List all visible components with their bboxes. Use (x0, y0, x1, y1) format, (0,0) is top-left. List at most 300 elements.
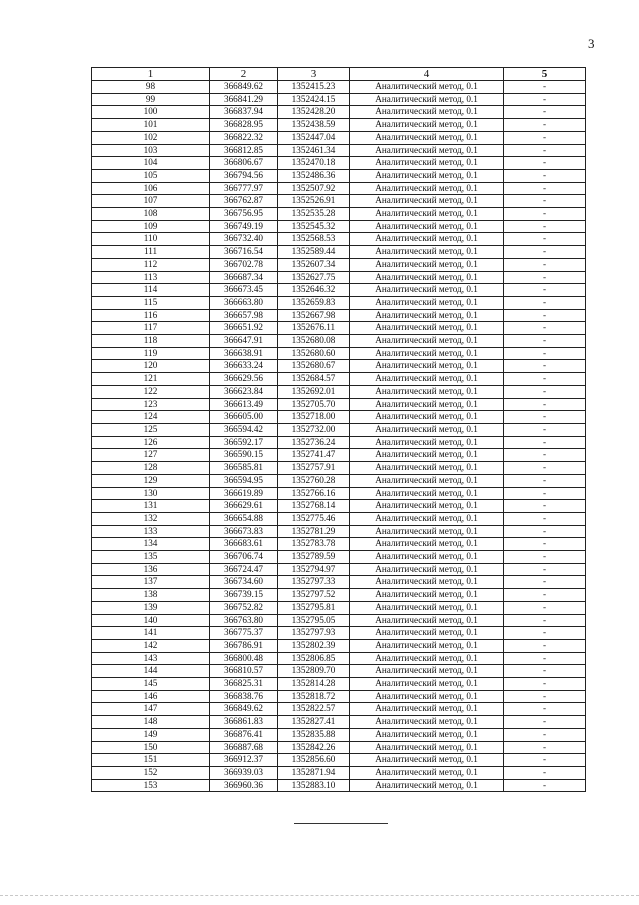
table-row (92, 271, 586, 284)
cell-y-coordinate: 1352718.00 (278, 411, 350, 424)
cell-column-5: - (504, 487, 586, 500)
cell-column-5: - (504, 258, 586, 271)
cell-method: Аналитический метод, 0.1 (350, 233, 504, 246)
cell-y-coordinate: 1352692.01 (278, 385, 350, 398)
table-row (92, 220, 586, 233)
cell-y-coordinate: 1352809.70 (278, 665, 350, 678)
cell-point-number: 110 (92, 233, 210, 246)
table-row (92, 614, 586, 627)
cell-x-coordinate: 366619.89 (210, 487, 278, 500)
table-row (92, 157, 586, 170)
cell-method: Аналитический метод, 0.1 (350, 169, 504, 182)
page-number: 3 (588, 36, 595, 51)
cell-method: Аналитический метод, 0.1 (350, 131, 504, 144)
cell-point-number: 152 (92, 766, 210, 779)
cell-point-number: 133 (92, 525, 210, 538)
cell-column-5: - (504, 563, 586, 576)
cell-method: Аналитический метод, 0.1 (350, 157, 504, 170)
table-row (92, 398, 586, 411)
cell-x-coordinate: 366702.78 (210, 258, 278, 271)
cell-method: Аналитический метод, 0.1 (350, 690, 504, 703)
cell-point-number: 129 (92, 474, 210, 487)
cell-column-5: - (504, 779, 586, 792)
cell-point-number: 122 (92, 385, 210, 398)
cell-method: Аналитический метод, 0.1 (350, 576, 504, 589)
cell-column-5: - (504, 627, 586, 640)
table-row (92, 284, 586, 297)
cell-column-5: - (504, 385, 586, 398)
cell-x-coordinate: 366825.31 (210, 678, 278, 691)
cell-method: Аналитический метод, 0.1 (350, 106, 504, 119)
cell-y-coordinate: 1352783.78 (278, 538, 350, 551)
cell-method: Аналитический метод, 0.1 (350, 462, 504, 475)
cell-y-coordinate: 1352568.53 (278, 233, 350, 246)
cell-y-coordinate: 1352507.92 (278, 182, 350, 195)
cell-column-5: - (504, 601, 586, 614)
cell-x-coordinate: 366629.56 (210, 373, 278, 386)
cell-y-coordinate: 1352646.32 (278, 284, 350, 297)
cell-y-coordinate: 1352818.72 (278, 690, 350, 703)
cell-method: Аналитический метод, 0.1 (350, 436, 504, 449)
cell-x-coordinate: 366939.03 (210, 766, 278, 779)
cell-y-coordinate: 1352883.10 (278, 779, 350, 792)
cell-x-coordinate: 366673.83 (210, 525, 278, 538)
cell-x-coordinate: 366861.83 (210, 716, 278, 729)
cell-point-number: 102 (92, 131, 210, 144)
cell-point-number: 142 (92, 639, 210, 652)
table-row (92, 385, 586, 398)
table-row (92, 462, 586, 475)
cell-x-coordinate: 366594.42 (210, 423, 278, 436)
cell-column-5: - (504, 766, 586, 779)
cell-column-5: - (504, 665, 586, 678)
cell-point-number: 143 (92, 652, 210, 665)
cell-x-coordinate: 366794.56 (210, 169, 278, 182)
cell-point-number: 111 (92, 246, 210, 259)
cell-point-number: 100 (92, 106, 210, 119)
cell-x-coordinate: 366876.41 (210, 728, 278, 741)
cell-point-number: 119 (92, 347, 210, 360)
cell-y-coordinate: 1352781.29 (278, 525, 350, 538)
table-row (92, 322, 586, 335)
cell-column-5: - (504, 373, 586, 386)
cell-method: Аналитический метод, 0.1 (350, 563, 504, 576)
cell-method: Аналитический метод, 0.1 (350, 195, 504, 208)
table-row (92, 779, 586, 792)
cell-y-coordinate: 1352461.34 (278, 144, 350, 157)
header-point-number: 1 (92, 68, 210, 81)
cell-method: Аналитический метод, 0.1 (350, 512, 504, 525)
cell-point-number: 149 (92, 728, 210, 741)
cell-x-coordinate: 366647.91 (210, 335, 278, 348)
cell-point-number: 125 (92, 423, 210, 436)
cell-method: Аналитический метод, 0.1 (350, 81, 504, 94)
cell-x-coordinate: 366849.62 (210, 81, 278, 94)
cell-y-coordinate: 1352775.46 (278, 512, 350, 525)
cell-method: Аналитический метод, 0.1 (350, 614, 504, 627)
cell-x-coordinate: 366633.24 (210, 360, 278, 373)
cell-method: Аналитический метод, 0.1 (350, 716, 504, 729)
cell-point-number: 147 (92, 703, 210, 716)
cell-method: Аналитический метод, 0.1 (350, 779, 504, 792)
cell-x-coordinate: 366629.61 (210, 500, 278, 513)
cell-point-number: 145 (92, 678, 210, 691)
table-header (92, 68, 586, 81)
cell-y-coordinate: 1352802.39 (278, 639, 350, 652)
cell-method: Аналитический метод, 0.1 (350, 322, 504, 335)
cell-method: Аналитический метод, 0.1 (350, 284, 504, 297)
table-row (92, 766, 586, 779)
cell-method: Аналитический метод, 0.1 (350, 551, 504, 564)
table-row (92, 347, 586, 360)
table-row (92, 576, 586, 589)
cell-column-5: - (504, 639, 586, 652)
cell-method: Аналитический метод, 0.1 (350, 423, 504, 436)
cell-column-5: - (504, 754, 586, 767)
cell-point-number: 139 (92, 601, 210, 614)
cell-column-5: - (504, 703, 586, 716)
cell-x-coordinate: 366763.80 (210, 614, 278, 627)
table-row (92, 652, 586, 665)
cell-x-coordinate: 366724.47 (210, 563, 278, 576)
cell-y-coordinate: 1352705.70 (278, 398, 350, 411)
cell-x-coordinate: 366786.91 (210, 639, 278, 652)
cell-y-coordinate: 1352741.47 (278, 449, 350, 462)
cell-column-5: - (504, 144, 586, 157)
cell-x-coordinate: 366777.97 (210, 182, 278, 195)
cell-point-number: 101 (92, 119, 210, 132)
table-row (92, 525, 586, 538)
cell-x-coordinate: 366613.49 (210, 398, 278, 411)
cell-column-5: - (504, 538, 586, 551)
cell-x-coordinate: 366849.62 (210, 703, 278, 716)
cell-method: Аналитический метод, 0.1 (350, 589, 504, 602)
cell-y-coordinate: 1352835.88 (278, 728, 350, 741)
header-y-coordinate: 3 (278, 68, 350, 81)
cell-method: Аналитический метод, 0.1 (350, 246, 504, 259)
cell-x-coordinate: 366752.82 (210, 601, 278, 614)
cell-column-5: - (504, 500, 586, 513)
cell-point-number: 123 (92, 398, 210, 411)
cell-point-number: 148 (92, 716, 210, 729)
cell-point-number: 115 (92, 296, 210, 309)
table-row (92, 93, 586, 106)
table-row (92, 627, 586, 640)
cell-x-coordinate: 366756.95 (210, 208, 278, 221)
cell-x-coordinate: 366810.57 (210, 665, 278, 678)
cell-x-coordinate: 366828.95 (210, 119, 278, 132)
cell-method: Аналитический метод, 0.1 (350, 652, 504, 665)
cell-column-5: - (504, 208, 586, 221)
cell-method: Аналитический метод, 0.1 (350, 335, 504, 348)
cell-method: Аналитический метод, 0.1 (350, 487, 504, 500)
cell-x-coordinate: 366585.81 (210, 462, 278, 475)
cell-method: Аналитический метод, 0.1 (350, 385, 504, 398)
cell-y-coordinate: 1352736.24 (278, 436, 350, 449)
cell-method: Аналитический метод, 0.1 (350, 347, 504, 360)
cell-y-coordinate: 1352659.83 (278, 296, 350, 309)
cell-y-coordinate: 1352794.97 (278, 563, 350, 576)
table-row (92, 500, 586, 513)
cell-x-coordinate: 366594.95 (210, 474, 278, 487)
table-row (92, 296, 586, 309)
cell-x-coordinate: 366762.87 (210, 195, 278, 208)
cell-method: Аналитический метод, 0.1 (350, 449, 504, 462)
cell-column-5: - (504, 233, 586, 246)
cell-point-number: 131 (92, 500, 210, 513)
cell-y-coordinate: 1352797.52 (278, 589, 350, 602)
table-row (92, 106, 586, 119)
cell-method: Аналитический метод, 0.1 (350, 144, 504, 157)
cell-column-5: - (504, 347, 586, 360)
cell-x-coordinate: 366663.80 (210, 296, 278, 309)
cell-y-coordinate: 1352827.41 (278, 716, 350, 729)
cell-x-coordinate: 366687.34 (210, 271, 278, 284)
table-row (92, 309, 586, 322)
cell-column-5: - (504, 93, 586, 106)
cell-point-number: 98 (92, 81, 210, 94)
cell-column-5: - (504, 423, 586, 436)
cell-x-coordinate: 366716.54 (210, 246, 278, 259)
cell-method: Аналитический метод, 0.1 (350, 766, 504, 779)
cell-column-5: - (504, 119, 586, 132)
cell-method: Аналитический метод, 0.1 (350, 398, 504, 411)
cell-method: Аналитический метод, 0.1 (350, 741, 504, 754)
cell-point-number: 132 (92, 512, 210, 525)
cell-y-coordinate: 1352806.85 (278, 652, 350, 665)
signature-line (294, 823, 388, 824)
cell-point-number: 144 (92, 665, 210, 678)
cell-y-coordinate: 1352766.16 (278, 487, 350, 500)
cell-point-number: 108 (92, 208, 210, 221)
cell-x-coordinate: 366651.92 (210, 322, 278, 335)
table-row (92, 423, 586, 436)
table-row (92, 449, 586, 462)
cell-x-coordinate: 366706.74 (210, 551, 278, 564)
cell-y-coordinate: 1352428.20 (278, 106, 350, 119)
cell-point-number: 151 (92, 754, 210, 767)
cell-y-coordinate: 1352447.04 (278, 131, 350, 144)
cell-y-coordinate: 1352526.91 (278, 195, 350, 208)
cell-method: Аналитический метод, 0.1 (350, 360, 504, 373)
header-method: 4 (350, 68, 504, 81)
cell-column-5: - (504, 551, 586, 564)
cell-method: Аналитический метод, 0.1 (350, 525, 504, 538)
cell-method: Аналитический метод, 0.1 (350, 258, 504, 271)
cell-x-coordinate: 366912.37 (210, 754, 278, 767)
cell-column-5: - (504, 589, 586, 602)
cell-y-coordinate: 1352627.75 (278, 271, 350, 284)
cell-y-coordinate: 1352607.34 (278, 258, 350, 271)
cell-y-coordinate: 1352680.67 (278, 360, 350, 373)
cell-point-number: 109 (92, 220, 210, 233)
cell-y-coordinate: 1352486.36 (278, 169, 350, 182)
table-row (92, 411, 586, 424)
table-row (92, 538, 586, 551)
cell-x-coordinate: 366623.84 (210, 385, 278, 398)
cell-y-coordinate: 1352438.59 (278, 119, 350, 132)
cell-point-number: 140 (92, 614, 210, 627)
cell-point-number: 126 (92, 436, 210, 449)
cell-column-5: - (504, 741, 586, 754)
cell-column-5: - (504, 614, 586, 627)
cell-column-5: - (504, 81, 586, 94)
cell-x-coordinate: 366800.48 (210, 652, 278, 665)
cell-point-number: 135 (92, 551, 210, 564)
cell-method: Аналитический метод, 0.1 (350, 208, 504, 221)
cell-point-number: 113 (92, 271, 210, 284)
cell-y-coordinate: 1352842.26 (278, 741, 350, 754)
cell-point-number: 146 (92, 690, 210, 703)
table-row (92, 131, 586, 144)
cell-method: Аналитический метод, 0.1 (350, 309, 504, 322)
header-x-coordinate: 2 (210, 68, 278, 81)
cell-method: Аналитический метод, 0.1 (350, 703, 504, 716)
cell-column-5: - (504, 131, 586, 144)
cell-column-5: - (504, 360, 586, 373)
cell-point-number: 150 (92, 741, 210, 754)
cell-method: Аналитический метод, 0.1 (350, 373, 504, 386)
cell-y-coordinate: 1352545.32 (278, 220, 350, 233)
cell-y-coordinate: 1352871.94 (278, 766, 350, 779)
cell-column-5: - (504, 652, 586, 665)
cell-y-coordinate: 1352680.60 (278, 347, 350, 360)
cell-x-coordinate: 366841.29 (210, 93, 278, 106)
cell-point-number: 138 (92, 589, 210, 602)
cell-method: Аналитический метод, 0.1 (350, 665, 504, 678)
cell-y-coordinate: 1352822.57 (278, 703, 350, 716)
table-row (92, 195, 586, 208)
cell-point-number: 105 (92, 169, 210, 182)
table-row (92, 373, 586, 386)
cell-y-coordinate: 1352797.93 (278, 627, 350, 640)
cell-point-number: 153 (92, 779, 210, 792)
cell-x-coordinate: 366592.17 (210, 436, 278, 449)
cell-y-coordinate: 1352680.08 (278, 335, 350, 348)
cell-column-5: - (504, 284, 586, 297)
cell-x-coordinate: 366812.85 (210, 144, 278, 157)
header-row (92, 68, 586, 81)
cell-x-coordinate: 366775.37 (210, 627, 278, 640)
cell-point-number: 134 (92, 538, 210, 551)
cell-column-5: - (504, 436, 586, 449)
cell-column-5: - (504, 716, 586, 729)
cell-method: Аналитический метод, 0.1 (350, 474, 504, 487)
cell-point-number: 120 (92, 360, 210, 373)
cell-x-coordinate: 366960.36 (210, 779, 278, 792)
table-row (92, 728, 586, 741)
cell-point-number: 107 (92, 195, 210, 208)
cell-point-number: 106 (92, 182, 210, 195)
cell-x-coordinate: 366739.15 (210, 589, 278, 602)
cell-x-coordinate: 366673.45 (210, 284, 278, 297)
cell-method: Аналитический метод, 0.1 (350, 538, 504, 551)
table-row (92, 678, 586, 691)
cell-y-coordinate: 1352684.57 (278, 373, 350, 386)
table-row (92, 551, 586, 564)
cell-column-5: - (504, 690, 586, 703)
table-row (92, 119, 586, 132)
cell-y-coordinate: 1352667.98 (278, 309, 350, 322)
cell-y-coordinate: 1352856.60 (278, 754, 350, 767)
cell-point-number: 112 (92, 258, 210, 271)
cell-x-coordinate: 366657.98 (210, 309, 278, 322)
cell-column-5: - (504, 411, 586, 424)
cell-method: Аналитический метод, 0.1 (350, 754, 504, 767)
cell-column-5: - (504, 525, 586, 538)
cell-point-number: 137 (92, 576, 210, 589)
table-row (92, 233, 586, 246)
table-row (92, 169, 586, 182)
cell-method: Аналитический метод, 0.1 (350, 182, 504, 195)
cell-x-coordinate: 366590.15 (210, 449, 278, 462)
cell-column-5: - (504, 576, 586, 589)
table-row (92, 741, 586, 754)
cell-x-coordinate: 366638.91 (210, 347, 278, 360)
table-row (92, 690, 586, 703)
cell-y-coordinate: 1352760.28 (278, 474, 350, 487)
cell-column-5: - (504, 678, 586, 691)
scan-edge-divider (0, 895, 639, 896)
cell-method: Аналитический метод, 0.1 (350, 728, 504, 741)
cell-method: Аналитический метод, 0.1 (350, 639, 504, 652)
cell-y-coordinate: 1352795.05 (278, 614, 350, 627)
coordinates-table (91, 67, 586, 792)
cell-column-5: - (504, 157, 586, 170)
table-row (92, 639, 586, 652)
cell-x-coordinate: 366887.68 (210, 741, 278, 754)
cell-point-number: 130 (92, 487, 210, 500)
cell-point-number: 114 (92, 284, 210, 297)
cell-method: Аналитический метод, 0.1 (350, 601, 504, 614)
cell-point-number: 116 (92, 309, 210, 322)
table-row (92, 246, 586, 259)
cell-column-5: - (504, 195, 586, 208)
cell-method: Аналитический метод, 0.1 (350, 93, 504, 106)
cell-y-coordinate: 1352535.28 (278, 208, 350, 221)
cell-column-5: - (504, 309, 586, 322)
cell-column-5: - (504, 335, 586, 348)
cell-x-coordinate: 366734.60 (210, 576, 278, 589)
cell-column-5: - (504, 449, 586, 462)
cell-column-5: - (504, 462, 586, 475)
table-row (92, 474, 586, 487)
cell-method: Аналитический метод, 0.1 (350, 296, 504, 309)
cell-y-coordinate: 1352424.15 (278, 93, 350, 106)
cell-point-number: 104 (92, 157, 210, 170)
cell-y-coordinate: 1352757.91 (278, 462, 350, 475)
cell-x-coordinate: 366838.76 (210, 690, 278, 703)
cell-method: Аналитический метод, 0.1 (350, 220, 504, 233)
cell-point-number: 128 (92, 462, 210, 475)
cell-point-number: 141 (92, 627, 210, 640)
cell-point-number: 127 (92, 449, 210, 462)
cell-point-number: 136 (92, 563, 210, 576)
table-row (92, 716, 586, 729)
cell-column-5: - (504, 398, 586, 411)
cell-method: Аналитический метод, 0.1 (350, 500, 504, 513)
header-column-5: 5 (504, 68, 586, 81)
table-row (92, 665, 586, 678)
cell-method: Аналитический метод, 0.1 (350, 678, 504, 691)
table-row (92, 81, 586, 94)
cell-column-5: - (504, 169, 586, 182)
cell-point-number: 121 (92, 373, 210, 386)
table-row (92, 182, 586, 195)
cell-column-5: - (504, 296, 586, 309)
cell-column-5: - (504, 106, 586, 119)
cell-x-coordinate: 366605.00 (210, 411, 278, 424)
